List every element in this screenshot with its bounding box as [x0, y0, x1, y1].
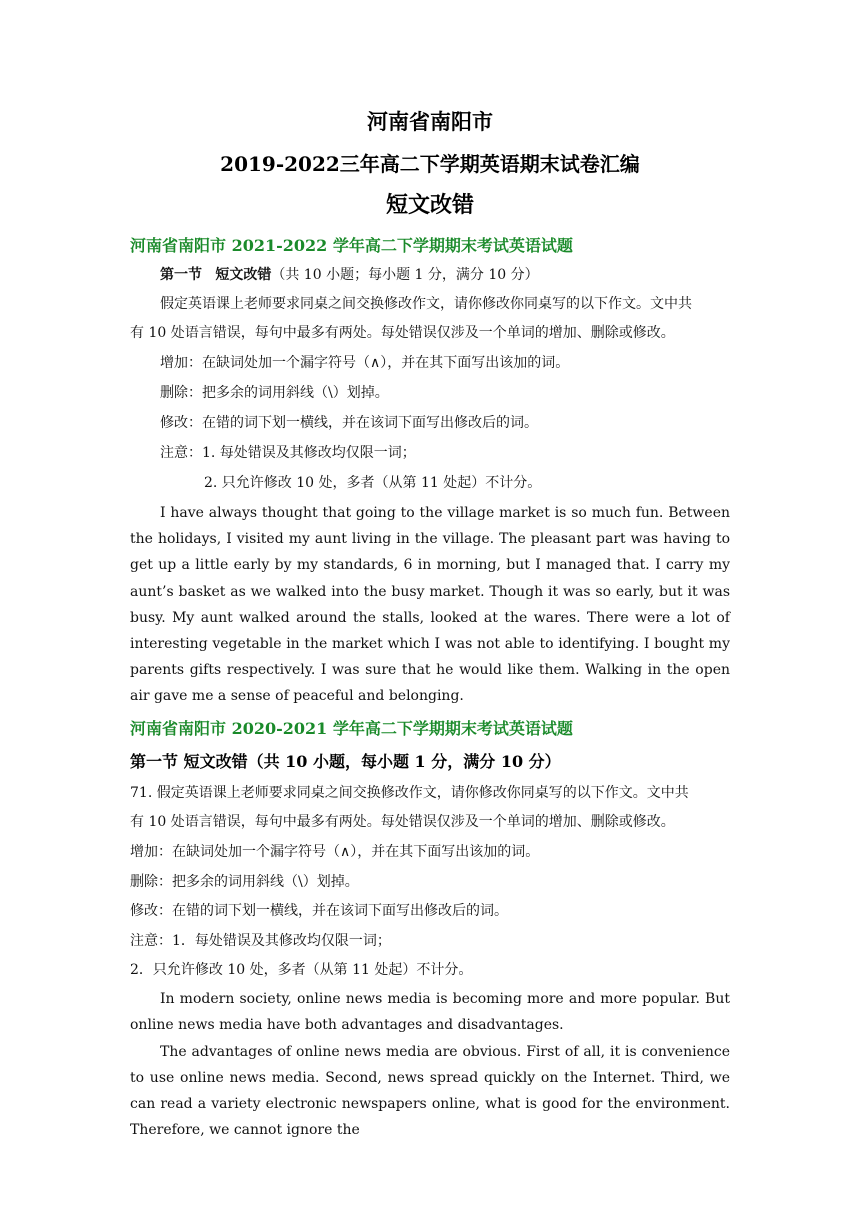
section1-note-1: 注意：1. 每处错误及其修改均仅限一词； — [160, 445, 416, 461]
section1-heading: 河南省南阳市 2021-2022 学年高二下学期期末考试英语试题 — [130, 236, 573, 255]
section1-part-title: 短文改错 — [215, 267, 272, 283]
doc-title-region: 河南省南阳市 — [367, 109, 493, 134]
section1-instruction-2: 有 10 处语言错误，每句中最多有两处。每处错误仅涉及一个单词的增加、删除或修改。 — [130, 325, 675, 341]
section1-add-rule: 增加：在缺词处加一个漏字符号（∧），并在其下面写出该加的词。 — [160, 355, 570, 371]
section1-delete-rule: 删除：把多余的词用斜线（\）划掉。 — [160, 385, 389, 401]
doc-title-main: 2019-2022三年高二下学期英语期末试卷汇编 — [220, 152, 640, 176]
section2-paragraph-2: The advantages of online news media are obvious. First of all, it is convenience to use online news media. Second, news spread quickly on the Internet. Third, we can read a variety electronic newspapers online, what is good for the environment. Therefore, we cannot ignore the — [130, 1044, 730, 1138]
section1-note-2: 2. 只允许修改 10 处，多者（从第 11 处起）不计分。 — [204, 475, 542, 491]
section2-add-rule: 增加：在缺词处加一个漏字符号（∧），并在其下面写出该加的词。 — [130, 844, 540, 860]
section1-passage: I have always thought that going to the village market is so much fun. Between the holidays, I visited my aunt living in the village. The pleasant part was having to get up a little early by my standards, 6 in morning, but I managed that. I carry my aunt’s basket as we walked into the busy market. Though it was so early, but it was busy. My aunt walked around the stalls, looked at the wares. There were a lot of interesting vegetable in the market which I was not able to identifying. I bought my parents gifts respectively. I was sure that he would like them. Walking in the open air gave me a sense of peaceful and belonging. — [130, 505, 730, 705]
section2-heading: 河南省南阳市 2020-2021 学年高二下学期期末考试英语试题 — [130, 719, 573, 738]
section2-instruction-2: 有 10 处语言错误，每句中最多有两处。每处错误仅涉及一个单词的增加、删除或修改。 — [130, 814, 675, 830]
section2-modify-rule: 修改：在错的词下划一横线，并在该词下面写出修改后的词。 — [130, 903, 508, 919]
section1-modify-rule: 修改：在错的词下划一横线，并在该词下面写出修改后的词。 — [160, 415, 538, 431]
section2-delete-rule: 删除：把多余的词用斜线（\）划掉。 — [130, 874, 359, 890]
section2-note-2: 2．只允许修改 10 处，多者（从第 11 处起）不计分。 — [130, 962, 473, 978]
section1-instruction-1: 假定英语课上老师要求同桌之间交换修改作文，请你修改你同桌写的以下作文。文中共 — [160, 296, 692, 312]
section2-paragraph-1: In modern society, online news media is becoming more and more popular. But online news media have both advantages and disadvantages. — [130, 991, 730, 1033]
section2-instruction-1: 71. 假定英语课上老师要求同桌之间交换修改作文，请你修改你同桌写的以下作文。文中共 — [130, 785, 689, 801]
doc-title-topic: 短文改错 — [385, 192, 474, 218]
section2-part-heading: 第一节 短文改错（共 10 小题，每小题 1 分，满分 10 分） — [130, 752, 561, 771]
section1-part-label: 第一节 — [160, 267, 202, 283]
section2-note-1: 注意：1．每处错误及其修改均仅限一词； — [130, 933, 391, 949]
section1-part-line — [160, 262, 760, 288]
section1-part-note: （共 10 小题；每小题 1 分，满分 10 分） — [271, 267, 539, 283]
